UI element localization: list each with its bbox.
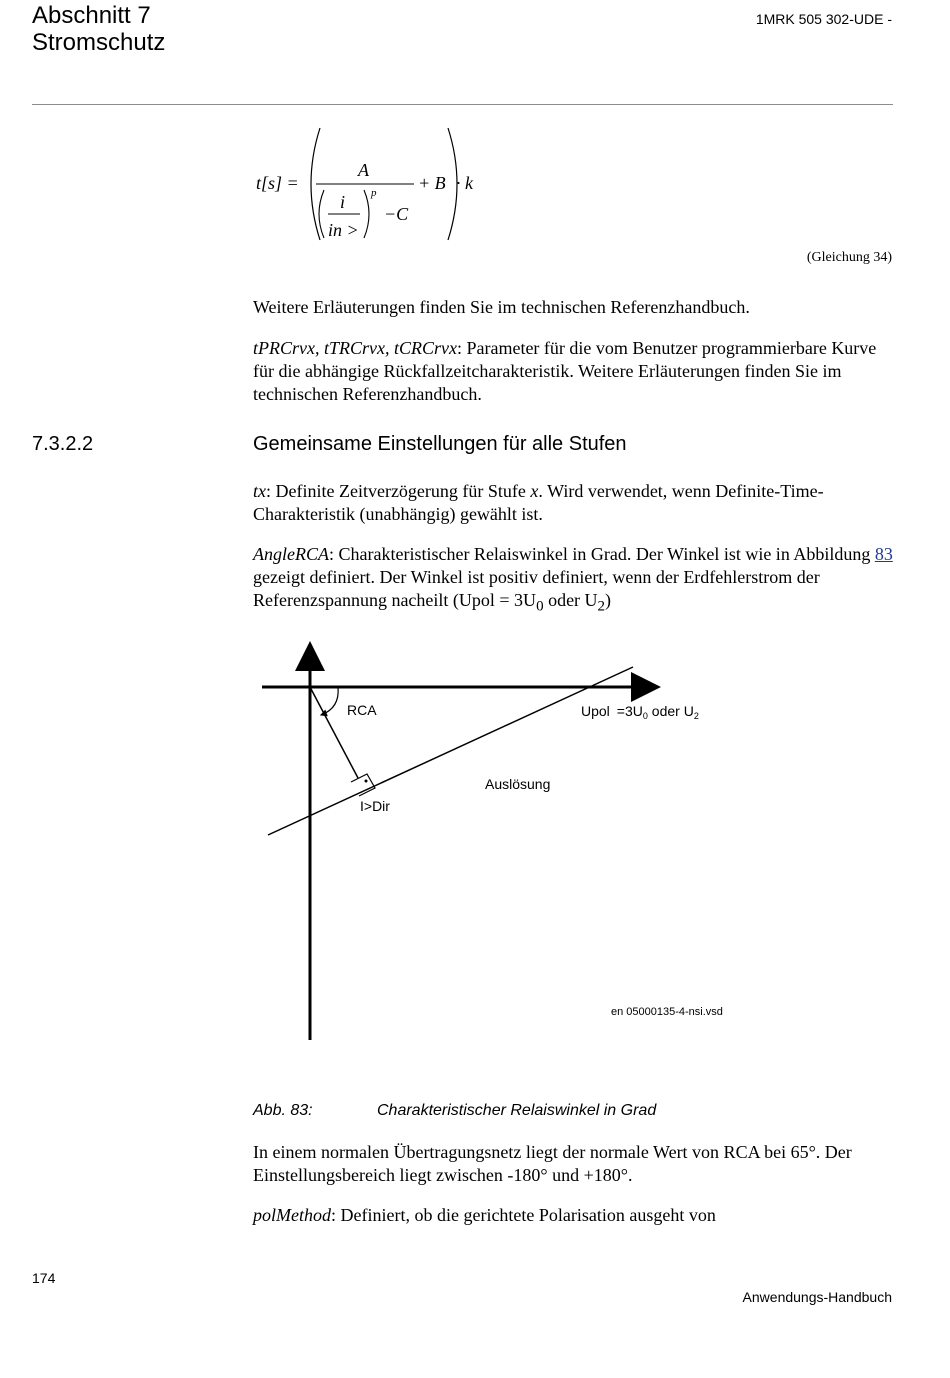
parameter-term-anglerca: AngleRCA <box>253 544 329 564</box>
equation-numerator: A <box>358 160 369 180</box>
idir-vector <box>310 687 358 778</box>
page-number: 174 <box>32 1270 56 1286</box>
figure-link-83[interactable]: 83 <box>874 544 893 564</box>
equation-lhs: t[s] = <box>256 173 299 193</box>
equation-exponent: p <box>371 187 377 199</box>
parameter-term-polmethod: polMethod <box>253 1205 331 1225</box>
header-divider <box>32 104 893 105</box>
paragraph-text: . Wird verwendet, wenn Definite-Time-Charakteristik (unabhängig) gewählt ist. <box>253 481 824 524</box>
paragraph-text: : Definite Zeitverzögerung für Stufe <box>266 481 531 501</box>
equation-label: (Gleichung 34) <box>806 250 892 265</box>
section-number: 7.3.2.2 <box>32 433 94 455</box>
parameter-term-tprcrvx: tPRCrvx, tTRCrvx, tCRCrvx <box>253 338 457 358</box>
paragraph-rca-value: In einem normalen Übertragungsnetz liegt der normale Wert von RCA bei 65°. Der Einstellungsbereich liegt zwischen -180° und +180°. <box>253 1142 852 1185</box>
footer-title: Anwendungs-Handbuch <box>742 1289 892 1305</box>
figure-rca-diagram <box>240 630 740 1050</box>
figure-caption-number: Abb. 83: <box>253 1102 313 1119</box>
paragraph-text: : Charakteristischer Relaiswinkel in Grad. Der Winkel ist wie in Abbildung <box>328 544 875 564</box>
paragraph-tprcrvx <box>253 337 898 406</box>
figure-caption-title: Charakteristischer Relaiswinkel in Grad <box>377 1102 657 1119</box>
subscript-2: 2 <box>597 598 606 615</box>
label-upol: Upol $=3U_0$ oder $U_2$ <box>581 703 699 721</box>
label-rca: RCA <box>347 702 377 718</box>
right-angle-marker <box>351 774 375 796</box>
rca-angle-arc <box>321 687 338 715</box>
label-trip-zone: Auslösung <box>485 776 551 792</box>
paragraph-reference: Weitere Erläuterungen finden Sie im technischen Referenzhandbuch. <box>253 297 750 317</box>
section-header <box>32 2 165 56</box>
figure-file-ref: en 05000135-4-nsi.vsd <box>611 1006 723 1018</box>
equation-inner-denominator: in > <box>328 220 359 240</box>
equation-inner-paren-right <box>364 190 369 238</box>
characteristic-line <box>268 667 633 835</box>
paragraph-tx <box>253 480 898 526</box>
paragraph-anglerca <box>253 543 898 619</box>
section-header-line1: Abschnitt 7 <box>32 2 151 29</box>
label-idir: I>Dir <box>360 798 390 814</box>
section-title: Gemeinsame Einstellungen für alle Stufen <box>253 433 627 455</box>
equation-inner-paren-left <box>319 190 324 238</box>
equation-minus-c: −C <box>384 204 409 224</box>
right-angle-dot <box>365 780 368 783</box>
paragraph-text: : Definiert, ob die gerichtete Polarisation ausgeht von <box>331 1205 716 1225</box>
variable-x: x <box>530 481 539 501</box>
paragraph-text: : Parameter für die vom Benutzer programmierbare Kurve für die abhängige Rückfallzeitcharakteristik. Weitere Erläuterungen finden Sie im technischen Referenzhandbuch. <box>253 338 877 404</box>
paragraph-text: gezeigt definiert. Der Winkel ist positiv definiert, wenn der Erdfehlerstrom der Referenzspannung nacheilt (Upol = 3U <box>253 567 820 610</box>
paragraph-text: oder U <box>543 590 598 610</box>
paragraph-polmethod <box>253 1204 898 1227</box>
paragraph-text: ) <box>605 590 612 610</box>
parameter-term-tx: tx <box>253 481 266 501</box>
equation-plus-b: + B <box>418 173 446 193</box>
equation-inner-numerator: i <box>340 192 346 212</box>
subscript-0: 0 <box>536 598 544 615</box>
equation-34 <box>250 122 490 247</box>
document-id: 1MRK 505 302-UDE - <box>755 11 892 27</box>
section-header-line2: Stromschutz <box>32 29 166 56</box>
equation-times-k: · k <box>456 173 473 193</box>
